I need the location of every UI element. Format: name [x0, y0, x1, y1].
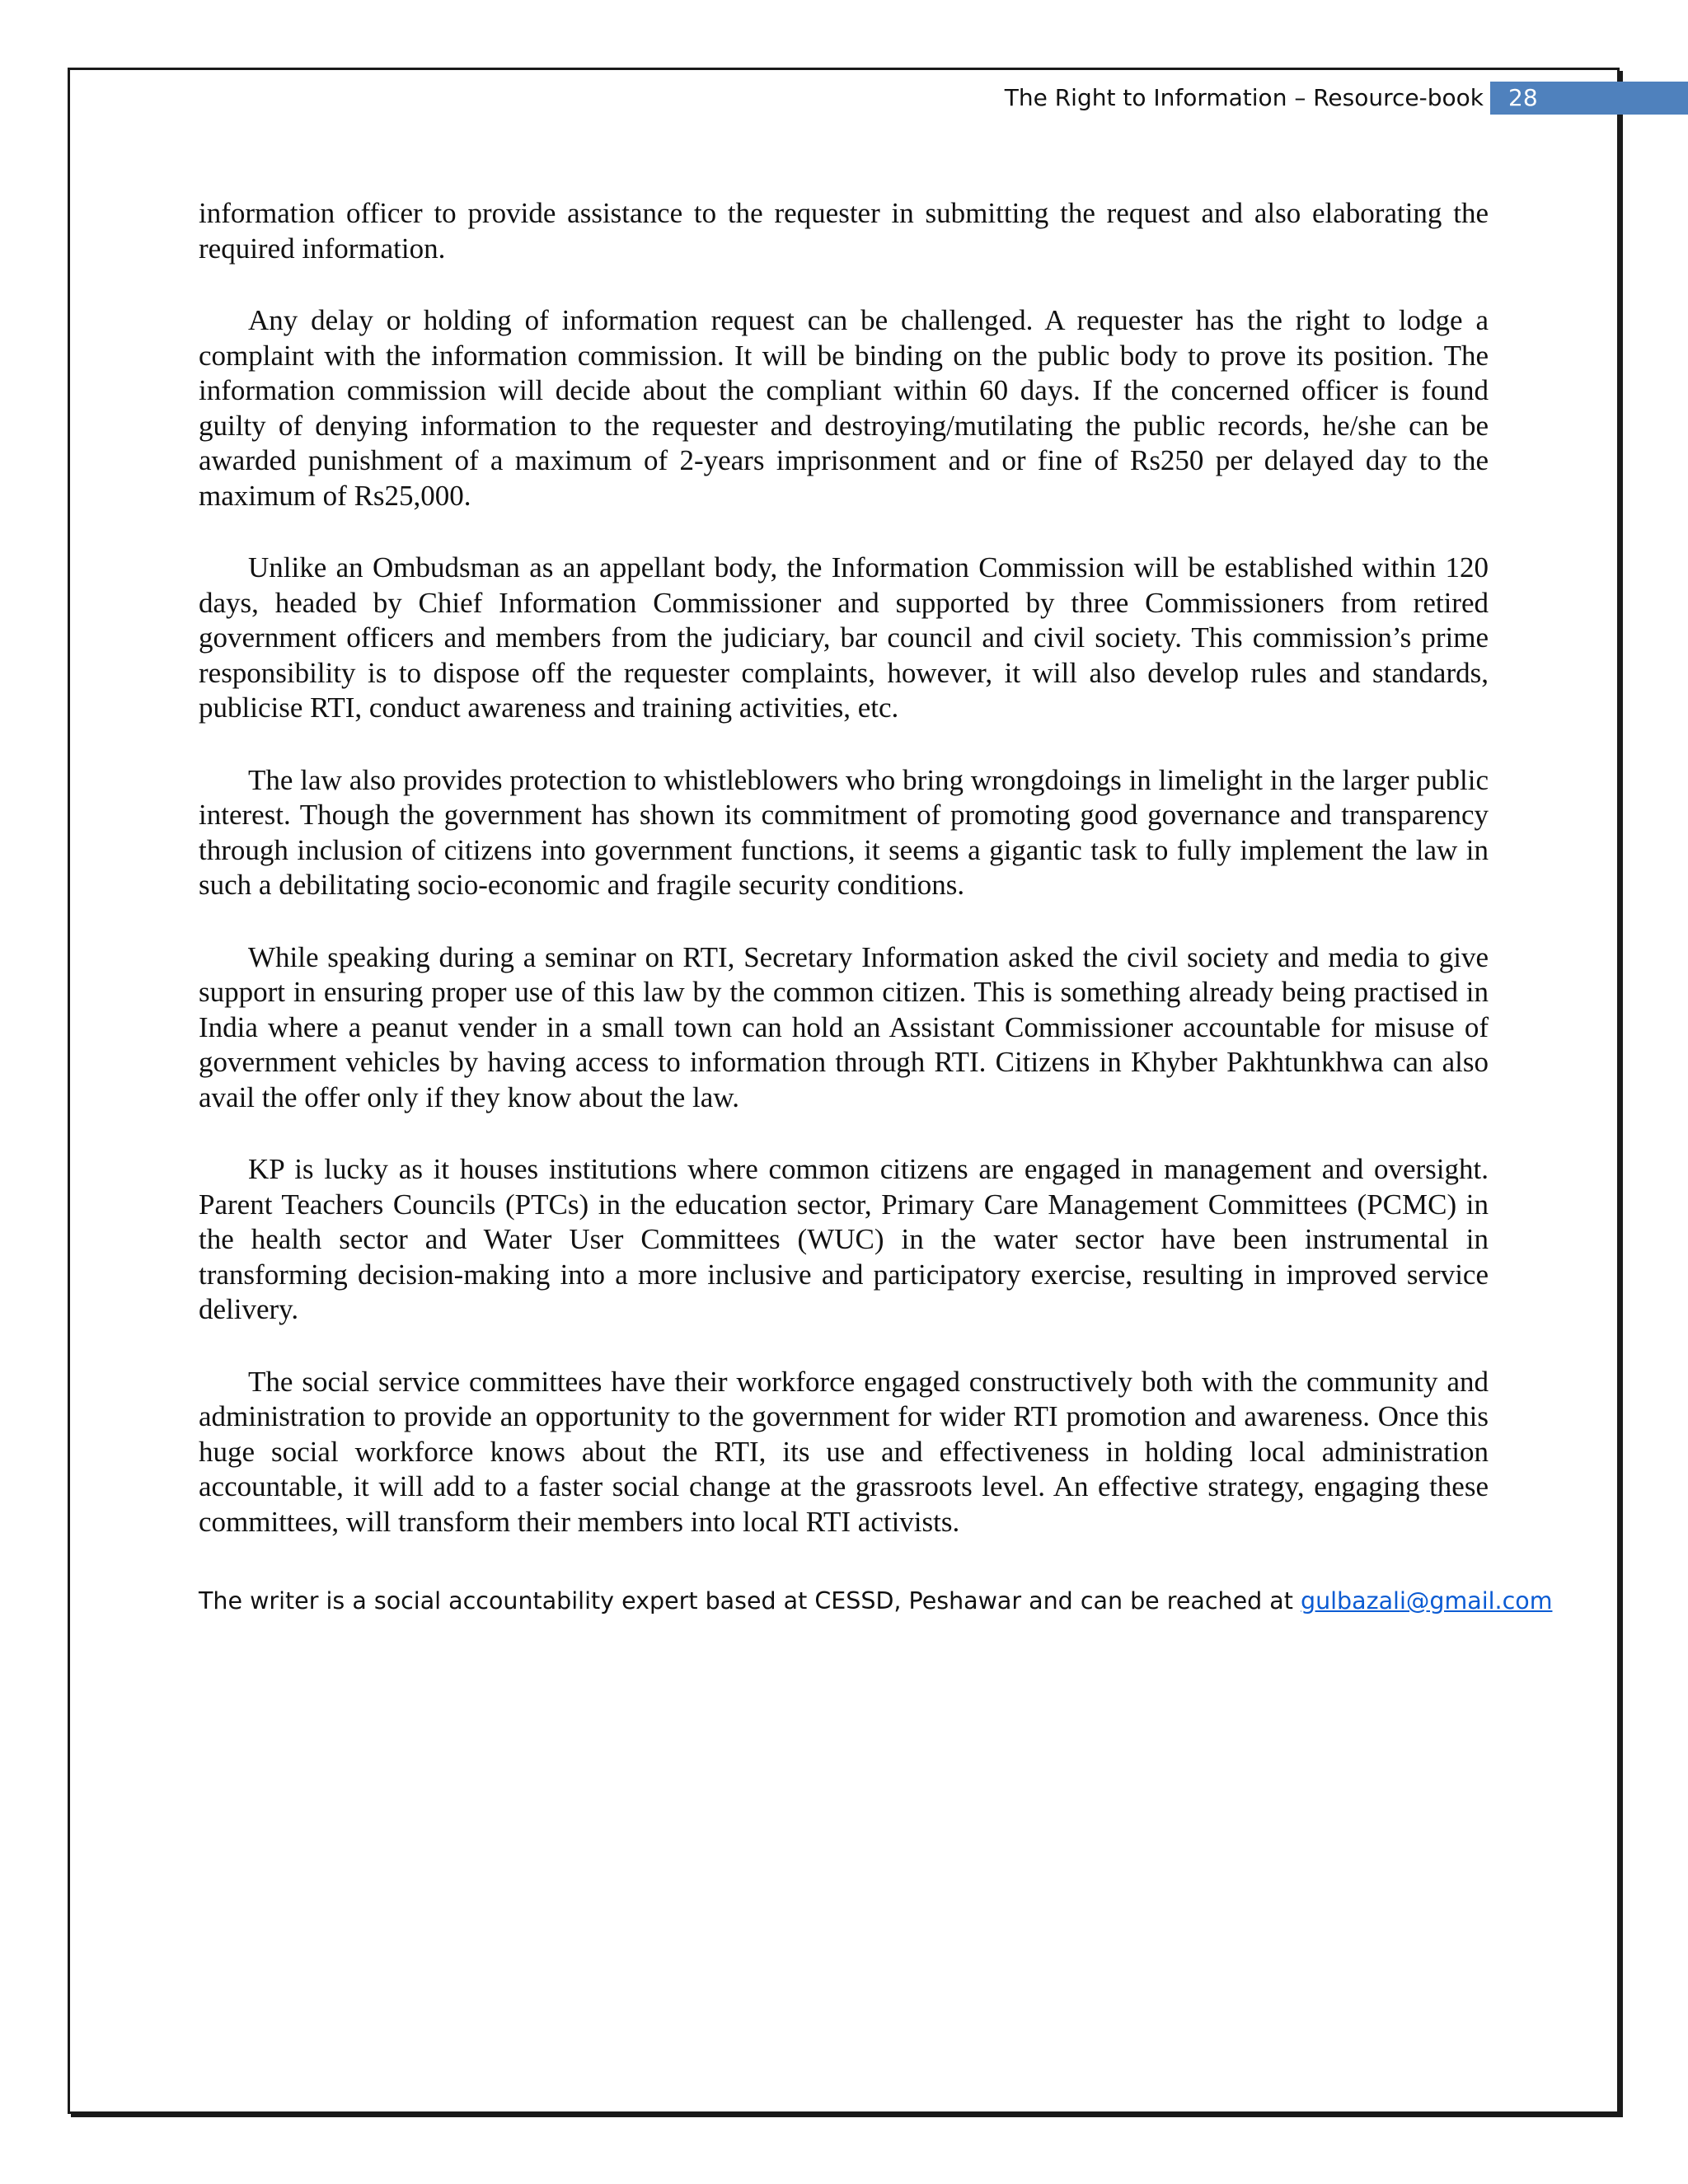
paragraph-complaints: Any delay or holding of information request can be challenged. A requester has the right to lodge a complaint with the information commission. It will be binding on the public body to prove its position. The information commission will decide about the compliant within 60 days. If the concerned officer is found guilty of denying information to the requester and destroying/mutilating the public records, he/she can be awarded punishment of a maximum of 2-years imprisonment and or fine of Rs250 per delayed day to the maximum of Rs25,000. [199, 304, 1489, 512]
article-body [199, 196, 1489, 1577]
page-number-badge: 28 [1490, 82, 1688, 115]
paragraph-seminar: While speaking during a seminar on RTI, Secretary Information asked the civil society and media to give support in ensuring proper use of this law by the common citizen. This is something already being practised in India where a peanut vender in a small town can hold an Assistant Commissioner accountable for misuse of government vehicles by having access to information through RTI. Citizens in Khyber Pakhtunkhwa can also avail the offer only if they know about the law. [199, 940, 1489, 1113]
paragraph-social-committees: The social service committees have their workforce engaged constructively both with the community and administration to provide an opportunity to the government for wider RTI promotion and awareness. Once this huge social workforce knows about the RTI, its use and effectiveness in holding local administration accountable, it will add to a faster social change at the grassroots level. An effective strategy, engaging these committees, will transform their members into local RTI activists. [199, 1365, 1489, 1538]
author-email-link[interactable]: gulbazali@gmail.com [1300, 1587, 1553, 1615]
paragraph-information-commission: Unlike an Ombudsman as an appellant body, the Information Commission will be established within 120 days, headed by Chief Information Commissioner and supported by three Commissioners from retired government officers and members from the judiciary, bar council and civil society. This commission’s prime responsibility is to dispose off the requester complaints, however, it will also develop rules and standards, publicise RTI, conduct awareness and training activities, etc. [199, 551, 1489, 724]
paragraph-kp-institutions: KP is lucky as it houses institutions where common citizens are engaged in management and oversight. Parent Teachers Councils (PTCs) in the education sector, Primary Care Management Committees (PCMC) in the health sector and Water User Committees (WUC) in the water sector have been instrumental in transforming decision-making into a more inclusive and participatory exercise, resulting in improved service delivery. [199, 1153, 1489, 1325]
author-note [199, 1585, 1553, 1618]
author-note-text: The writer is a social accountability expert based at CESSD, Peshawar and can be reached at [199, 1587, 1301, 1615]
running-header-title: The Right to Information – Resource-book [1004, 84, 1484, 111]
paragraph-whistleblowers: The law also provides protection to whistleblowers who bring wrongdoings in limelight in the larger public interest. Though the government has shown its commitment of promoting good governance and transparency through inclusion of citizens into government functions, it seems a gigantic task to fully implement the law in such a debilitating socio-economic and fragile security conditions. [199, 763, 1489, 901]
paragraph-continuation: information officer to provide assistance to the requester in submitting the request and also elaborating the required information. [199, 197, 1489, 265]
